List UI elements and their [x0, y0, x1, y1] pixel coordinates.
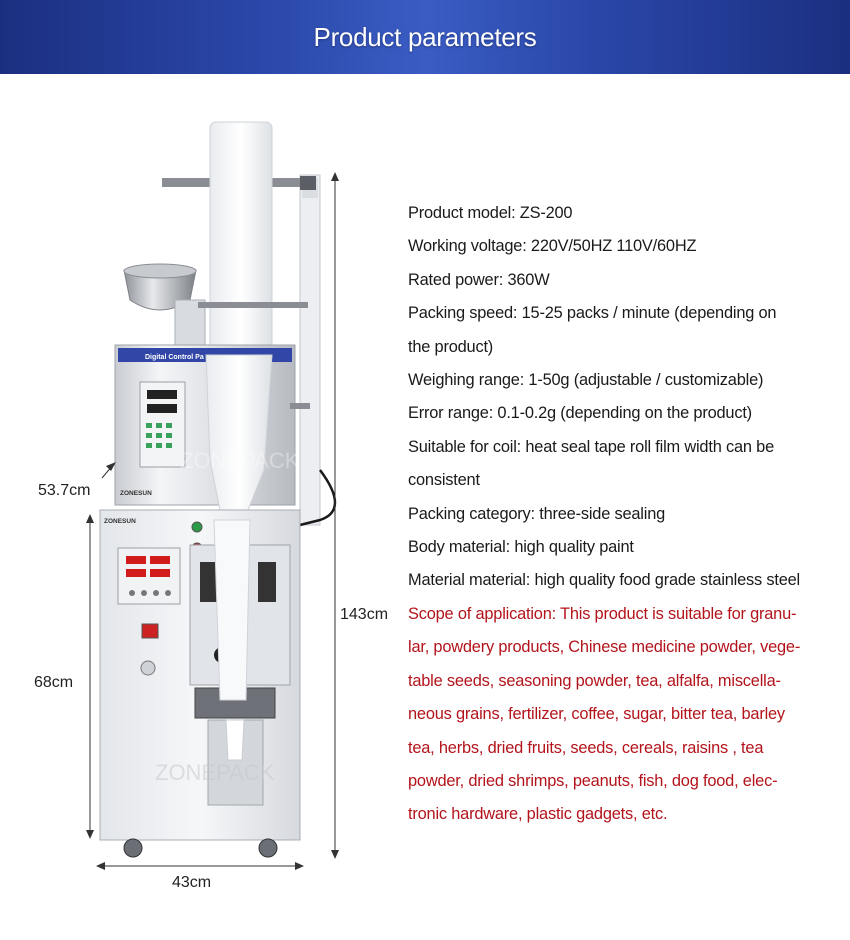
- scope-line: table seeds, seasoning powder, tea, alfalfa, miscella-: [408, 671, 781, 690]
- base-width-label: 43cm: [172, 874, 212, 891]
- spec-line: the product): [408, 337, 494, 356]
- scope-line: tea, herbs, dried fruits, seeds, cereals, raisins , tea: [408, 738, 764, 757]
- scope-line: powder, dried shrimps, peanuts, fish, dog food, elec-: [408, 771, 778, 790]
- spec-line: Suitable for coil: heat seal tape roll film width can be: [408, 437, 774, 456]
- scope-line: Scope of application: This product is suitable for granu-: [408, 604, 797, 623]
- panel-label: Digital Control Pa: [145, 354, 204, 361]
- hopper-width-label: 53.7cm: [38, 482, 91, 499]
- spec-line: Material material: high quality food grade stainless steel: [408, 571, 801, 590]
- spec-line: Packing speed: 15-25 packs / minute (depending on: [408, 304, 777, 323]
- height-label: 143cm: [340, 606, 389, 623]
- scope-line: lar, powdery products, Chinese medicine powder, vege-: [408, 638, 801, 657]
- spec-line: Product model: ZS-200: [408, 204, 573, 222]
- spec-line: Working voltage: 220V/50HZ 110V/60HZ: [408, 237, 697, 256]
- header-banner: [0, 0, 850, 74]
- watermark-top: ZONEPACK: [180, 448, 300, 473]
- spec-line: Packing category: three-side sealing: [408, 504, 666, 523]
- spec-line: Error range: 0.1-0.2g (depending on the product): [408, 404, 752, 423]
- spec-line: Weighing range: 1-50g (adjustable / customizable): [408, 371, 764, 390]
- brand-label-top: ZONESUN: [120, 490, 152, 497]
- scope-line: tronic hardware, plastic gadgets, etc.: [408, 805, 668, 824]
- packing-machine-illustration: [0, 74, 400, 940]
- spec-line: Rated power: 360W: [408, 270, 550, 289]
- page-title: Product parameters: [313, 21, 537, 52]
- brand-label-bottom: ZONESUN: [104, 518, 136, 525]
- body-height-label: 68cm: [34, 674, 74, 691]
- spec-line: consistent: [408, 471, 480, 490]
- scope-line: neous grains, fertilizer, coffee, sugar, bitter tea, barley: [408, 705, 785, 724]
- spec-line: Body material: high quality paint: [408, 538, 634, 557]
- spec-list: [408, 197, 848, 832]
- watermark-bottom: ZONEPACK: [155, 760, 275, 785]
